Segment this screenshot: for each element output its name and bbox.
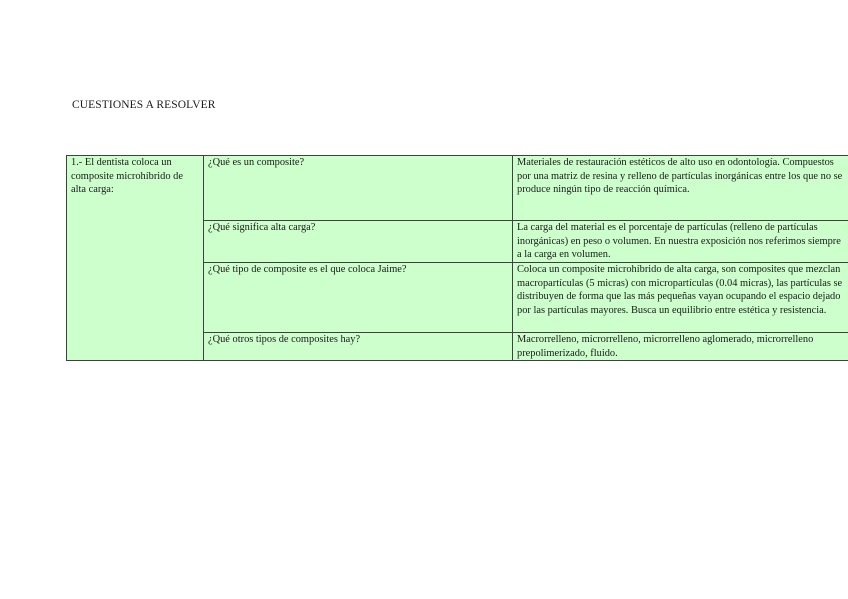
question-cell: ¿Qué tipo de composite es el que coloca Jaime? xyxy=(204,263,513,333)
answer-cell: Macrorrelleno, microrrelleno, microrrelleno aglomerado, microrrelleno prepolimerizado, fluido. xyxy=(513,333,848,361)
table-row xyxy=(67,156,848,221)
answer-cell: Materiales de restauración estéticos de alto uso en odontología. Compuestos por una matriz de resina y relleno de partículas inorgánicas entre los que no se produce ningún tipo de reacción química. xyxy=(513,156,848,221)
answer-cell: La carga del material es el porcentaje de partículas (relleno de partículas inorgánicas) en peso o volumen. En nuestra exposición nos referimos siempre a la carga en volumen. xyxy=(513,221,848,263)
page-heading: CUESTIONES A RESOLVER xyxy=(72,99,216,111)
question-cell: ¿Qué es un composite? xyxy=(204,156,513,221)
topic-cell: 1.- El dentista coloca un composite microhíbrido de alta carga: xyxy=(67,156,204,361)
question-cell: ¿Qué otros tipos de composites hay? xyxy=(204,333,513,361)
answer-cell: Coloca un composite microhíbrido de alta carga, son composites que mezclan macropartículas (5 micras) con micropartículas (0.04 micras), las partículas se distribuyen de forma que las más pequeñas vayan ocupando el espacio dejado por las partículas mayores. Busca un equilibrio entre estética y resistencia. xyxy=(513,263,848,333)
questions-table xyxy=(66,155,848,361)
question-cell: ¿Qué significa alta carga? xyxy=(204,221,513,263)
